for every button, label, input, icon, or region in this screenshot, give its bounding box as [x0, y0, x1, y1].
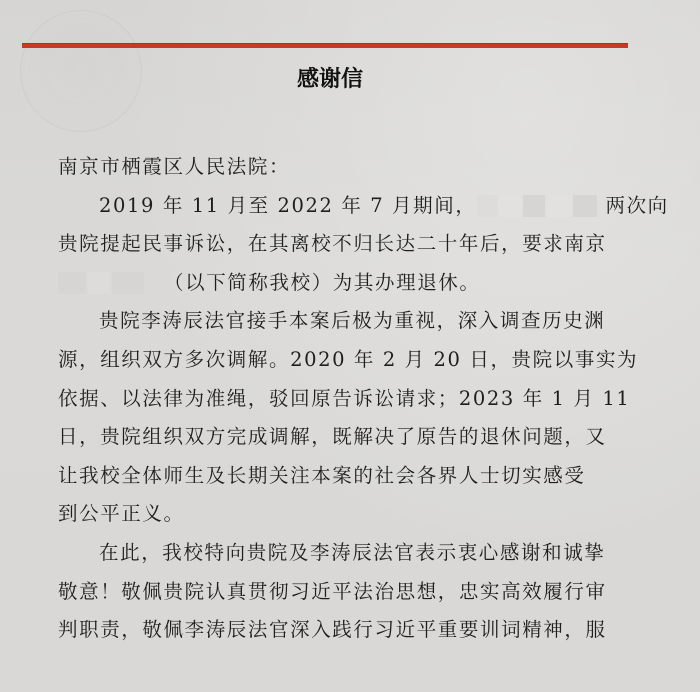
letter-body — [58, 148, 669, 650]
redacted-block — [58, 272, 86, 294]
text-segment: （以下简称我校）为其办理退休。 — [164, 270, 481, 294]
paragraph-3-line-3: 判职责，敬佩李涛辰法官深入践行习近平重要训词精神，服 — [58, 618, 607, 642]
paragraph-2-line-4: 日，贵院组织双方完成调解，既解决了原告的退休问题，又 — [58, 425, 607, 449]
paragraph-3-line-2: 敬意！敬佩贵院认真贯彻习近平法治思想，忠实高效履行审 — [58, 579, 607, 603]
paragraph-2-line-3: 依据、以法律为准绳，驳回原告诉讼请求；2023 年 1 月 11 — [58, 386, 631, 410]
redacted-block — [112, 272, 144, 294]
paragraph-1-line-1 — [58, 187, 669, 226]
paragraph-3-line-1: 在此，我校特向贵院及李涛辰法官表示衷心感谢和诚挚 — [99, 540, 606, 564]
text-segment: 2019 年 11 月至 2022 年 7 月期间， — [99, 193, 477, 217]
paragraph-2-line-6: 到公平正义。 — [58, 502, 185, 526]
redacted-block — [523, 195, 545, 217]
redacted-block — [547, 195, 571, 217]
redacted-block — [573, 195, 597, 217]
paragraph-2-line-5: 让我校全体师生及长期关注本案的社会各界人士切实感受 — [58, 463, 586, 487]
paragraph-2-line-2: 源，组织双方多次调解。2020 年 2 月 20 日，贵院以事实为 — [58, 347, 639, 371]
paragraph-1-line-3 — [58, 264, 636, 303]
text-segment: 两次向 — [605, 193, 669, 217]
redacted-block — [477, 195, 497, 217]
redacted-block — [499, 195, 521, 217]
paragraph-1-line-2: 贵院提起民事诉讼，在其离校不归长达二十年后，要求南京 — [58, 232, 607, 256]
paragraph-2-line-1: 贵院李涛辰法官接手本案后极为重视，深入调查历史渊 — [99, 309, 606, 333]
salutation: 南京市栖霞区人民法院： — [58, 155, 291, 178]
red-header-rule — [22, 43, 628, 48]
redacted-block — [88, 272, 110, 294]
letter-title: 感谢信 — [296, 67, 363, 92]
